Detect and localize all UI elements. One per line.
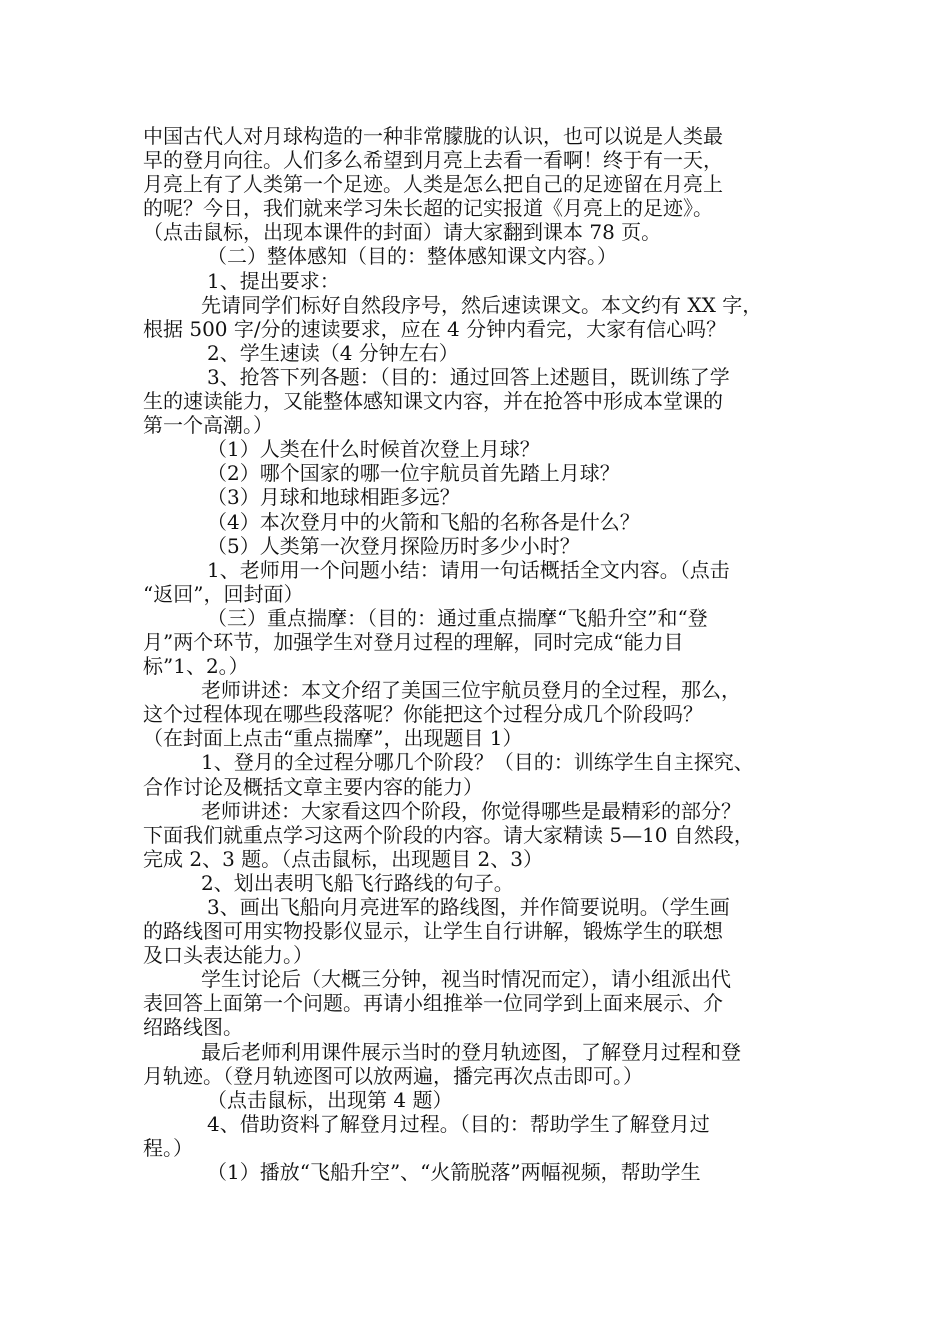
text-line: （点击鼠标，出现第 4 题）: [207, 1087, 453, 1112]
text-line: （三）重点揣摩：（目的：通过重点揣摩“飞船升空”和“登: [207, 605, 708, 630]
text-line: 的呢？今日，我们就来学习朱长超的记实报道《月亮上的足迹》。: [143, 196, 713, 221]
text-line: 3、画出飞船向月亮进军的路线图，并作简要说明。（学生画: [207, 895, 730, 919]
text-line: 表回答上面第一个问题。再请小组推举一位同学到上面来展示、介: [143, 991, 723, 1016]
text-line: （2）哪个国家的哪一位宇航员首先踏上月球？: [207, 461, 620, 486]
text-line: 学生讨论后（大概三分钟，视当时情况而定），请小组派出代: [201, 967, 731, 992]
text-line: 先请同学们标好自然段序号，然后速读课文。本文约有 XX 字，: [201, 292, 763, 317]
text-line: 的路线图可用实物投影仪显示，让学生自行讲解，锻炼学生的联想: [143, 919, 723, 944]
text-line: 最后老师利用课件展示当时的登月轨迹图，了解登月过程和登: [201, 1039, 741, 1064]
text-line: 老师讲述：本文介绍了美国三位宇航员登月的全过程，那么，: [201, 678, 741, 703]
text-line: （点击鼠标，出现本课件的封面）请大家翻到课本 78 页。: [143, 220, 662, 245]
text-line: 早的登月向往。人们多么希望到月亮上去看一看啊！终于有一天，: [143, 148, 723, 173]
text-line: 2、划出表明飞船飞行路线的句子。: [201, 870, 514, 895]
text-line: 标”1、2。）: [143, 654, 249, 679]
text-line: 老师讲述：大家看这四个阶段，你觉得哪些是最精彩的部分？: [201, 798, 741, 823]
text-line: （5）人类第一次登月探险历时多少小时？: [207, 533, 580, 558]
text-line: 下面我们就重点学习这两个阶段的内容。请大家精读 5—10 自然段，: [143, 822, 754, 847]
text-line: （1）播放“飞船升空”、“火箭脱落”两幅视频，帮助学生: [207, 1160, 701, 1185]
text-line: （1）人类在什么时候首次登上月球？: [207, 437, 540, 462]
text-line: 1、老师用一个问题小结：请用一句话概括全文内容。（点击: [207, 557, 730, 582]
text-line: （3）月球和地球相距多远？: [207, 485, 460, 510]
text-line: 第一个高潮。）: [143, 413, 273, 438]
text-line: 月亮上有了人类第一个足迹。人类是怎么把自己的足迹留在月亮上: [143, 172, 723, 197]
document-body: [143, 124, 815, 1184]
text-line: 及口头表达能力。）: [143, 943, 313, 968]
text-line: “返回”，回封面）: [143, 581, 304, 606]
text-line: 合作讨论及概括文章主要内容的能力）: [143, 774, 483, 799]
text-line: 根据 500 字/分的速读要求，应在 4 分钟内看完，大家有信心吗？: [143, 316, 727, 341]
text-line: 程。）: [143, 1135, 193, 1160]
text-line: （二）整体感知（目的：整体感知课文内容。）: [207, 244, 617, 269]
text-line: 月轨迹。（登月轨迹图可以放两遍，播完再次点击即可。）: [143, 1063, 643, 1088]
text-line: 完成 2、3 题。（点击鼠标，出现题目 2、3）: [143, 846, 543, 871]
text-line: 3、抢答下列各题：（目的：通过回答上述题目，既训练了学: [207, 364, 730, 389]
text-line: 月”两个环节，加强学生对登月过程的理解，同时完成“能力目: [143, 629, 684, 654]
text-line: 生的速读能力，又能整体感知课文内容，并在抢答中形成本堂课的: [143, 389, 723, 414]
text-line: 绍路线图。: [143, 1015, 243, 1040]
text-line: 4、借助资料了解登月过程。（目的：帮助学生了解登月过: [207, 1111, 710, 1136]
text-line: （在封面上点击“重点揣摩”，出现题目 1）: [143, 726, 523, 751]
text-line: 2、学生速读（4 分钟左右）: [207, 340, 459, 365]
text-line: 1、提出要求：: [207, 268, 340, 293]
text-line: 中国古代人对月球构造的一种非常朦胧的认识，也可以说是人类最: [143, 124, 723, 148]
text-line: 1、登月的全过程分哪几个阶段？（目的：训练学生自主探究、: [201, 750, 754, 775]
text-line: 这个过程体现在哪些段落呢？你能把这个过程分成几个阶段吗？: [143, 702, 703, 727]
text-line: （4）本次登月中的火箭和飞船的名称各是什么？: [207, 509, 640, 534]
